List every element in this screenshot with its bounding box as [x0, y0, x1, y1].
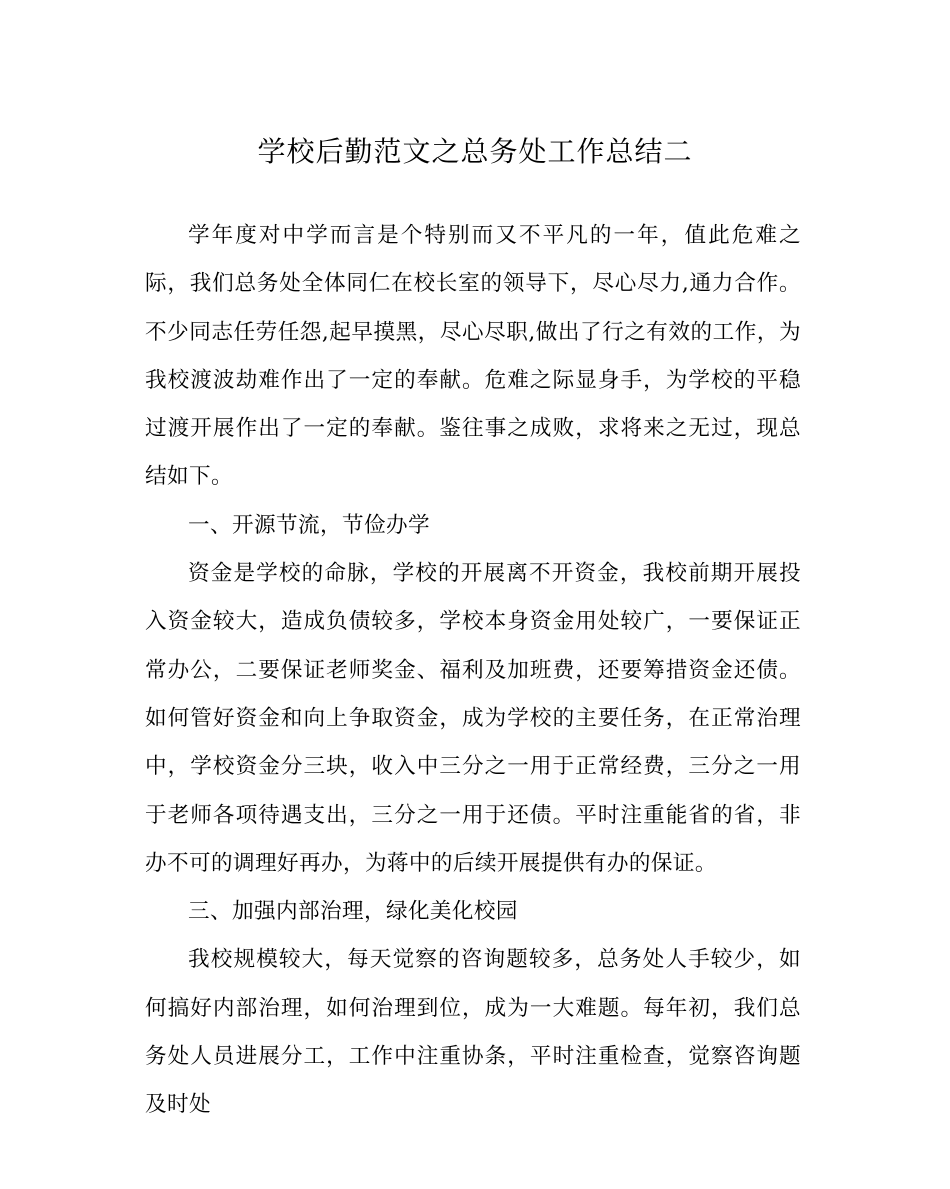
- document-title: 学校后勤范文之总务处工作总结二: [257, 135, 693, 168]
- section-heading-3: 三、加强内部治理，绿化美化校园: [188, 899, 518, 925]
- section-heading-1: 一、开源节流，节俭办学: [188, 512, 430, 538]
- section-3-paragraph: 我校规模较大，每天觉察的咨询题较多，总务处人手较少，如何搞好内部治理，如何治理到位，成为一大难题。每年初，我们总务处人员进展分工，工作中注重协条，平时注重检查，觉察咨询题及时处: [145, 947, 801, 1118]
- document-body: [145, 212, 801, 1130]
- section-1-paragraph: 资金是学校的命脉，学校的开展离不开资金，我校前期开展投入资金较大，造成负债较多，学校本身资金用处较广，一要保证正常办公，二要保证老师奖金、福利及加班费，还要筹措资金还债。如何管好资金和向上争取资金，成为学校的主要任务，在正常治理中，学校资金分三块，收入中三分之一用于正常经费，三分之一用于老师各项待遇支出，三分之一用于还债。平时注重能省的省，非办不可的调理好再办，为蒋中的后续开展提供有办的保证。: [145, 561, 801, 876]
- intro-paragraph: 学年度对中学而言是个特别而又不平凡的一年，值此危难之际，我们总务处全体同仁在校长室的领导下，尽心尽力,通力合作。不少同志任劳任怨,起早摸黑，尽心尽职,做出了行之有效的工作，为我校渡波劫难作出了一定的奉献。危难之际显身手，为学校的平稳过渡开展作出了一定的奉献。鉴往事之成败，求将来之无过，现总结如下。: [145, 223, 801, 490]
